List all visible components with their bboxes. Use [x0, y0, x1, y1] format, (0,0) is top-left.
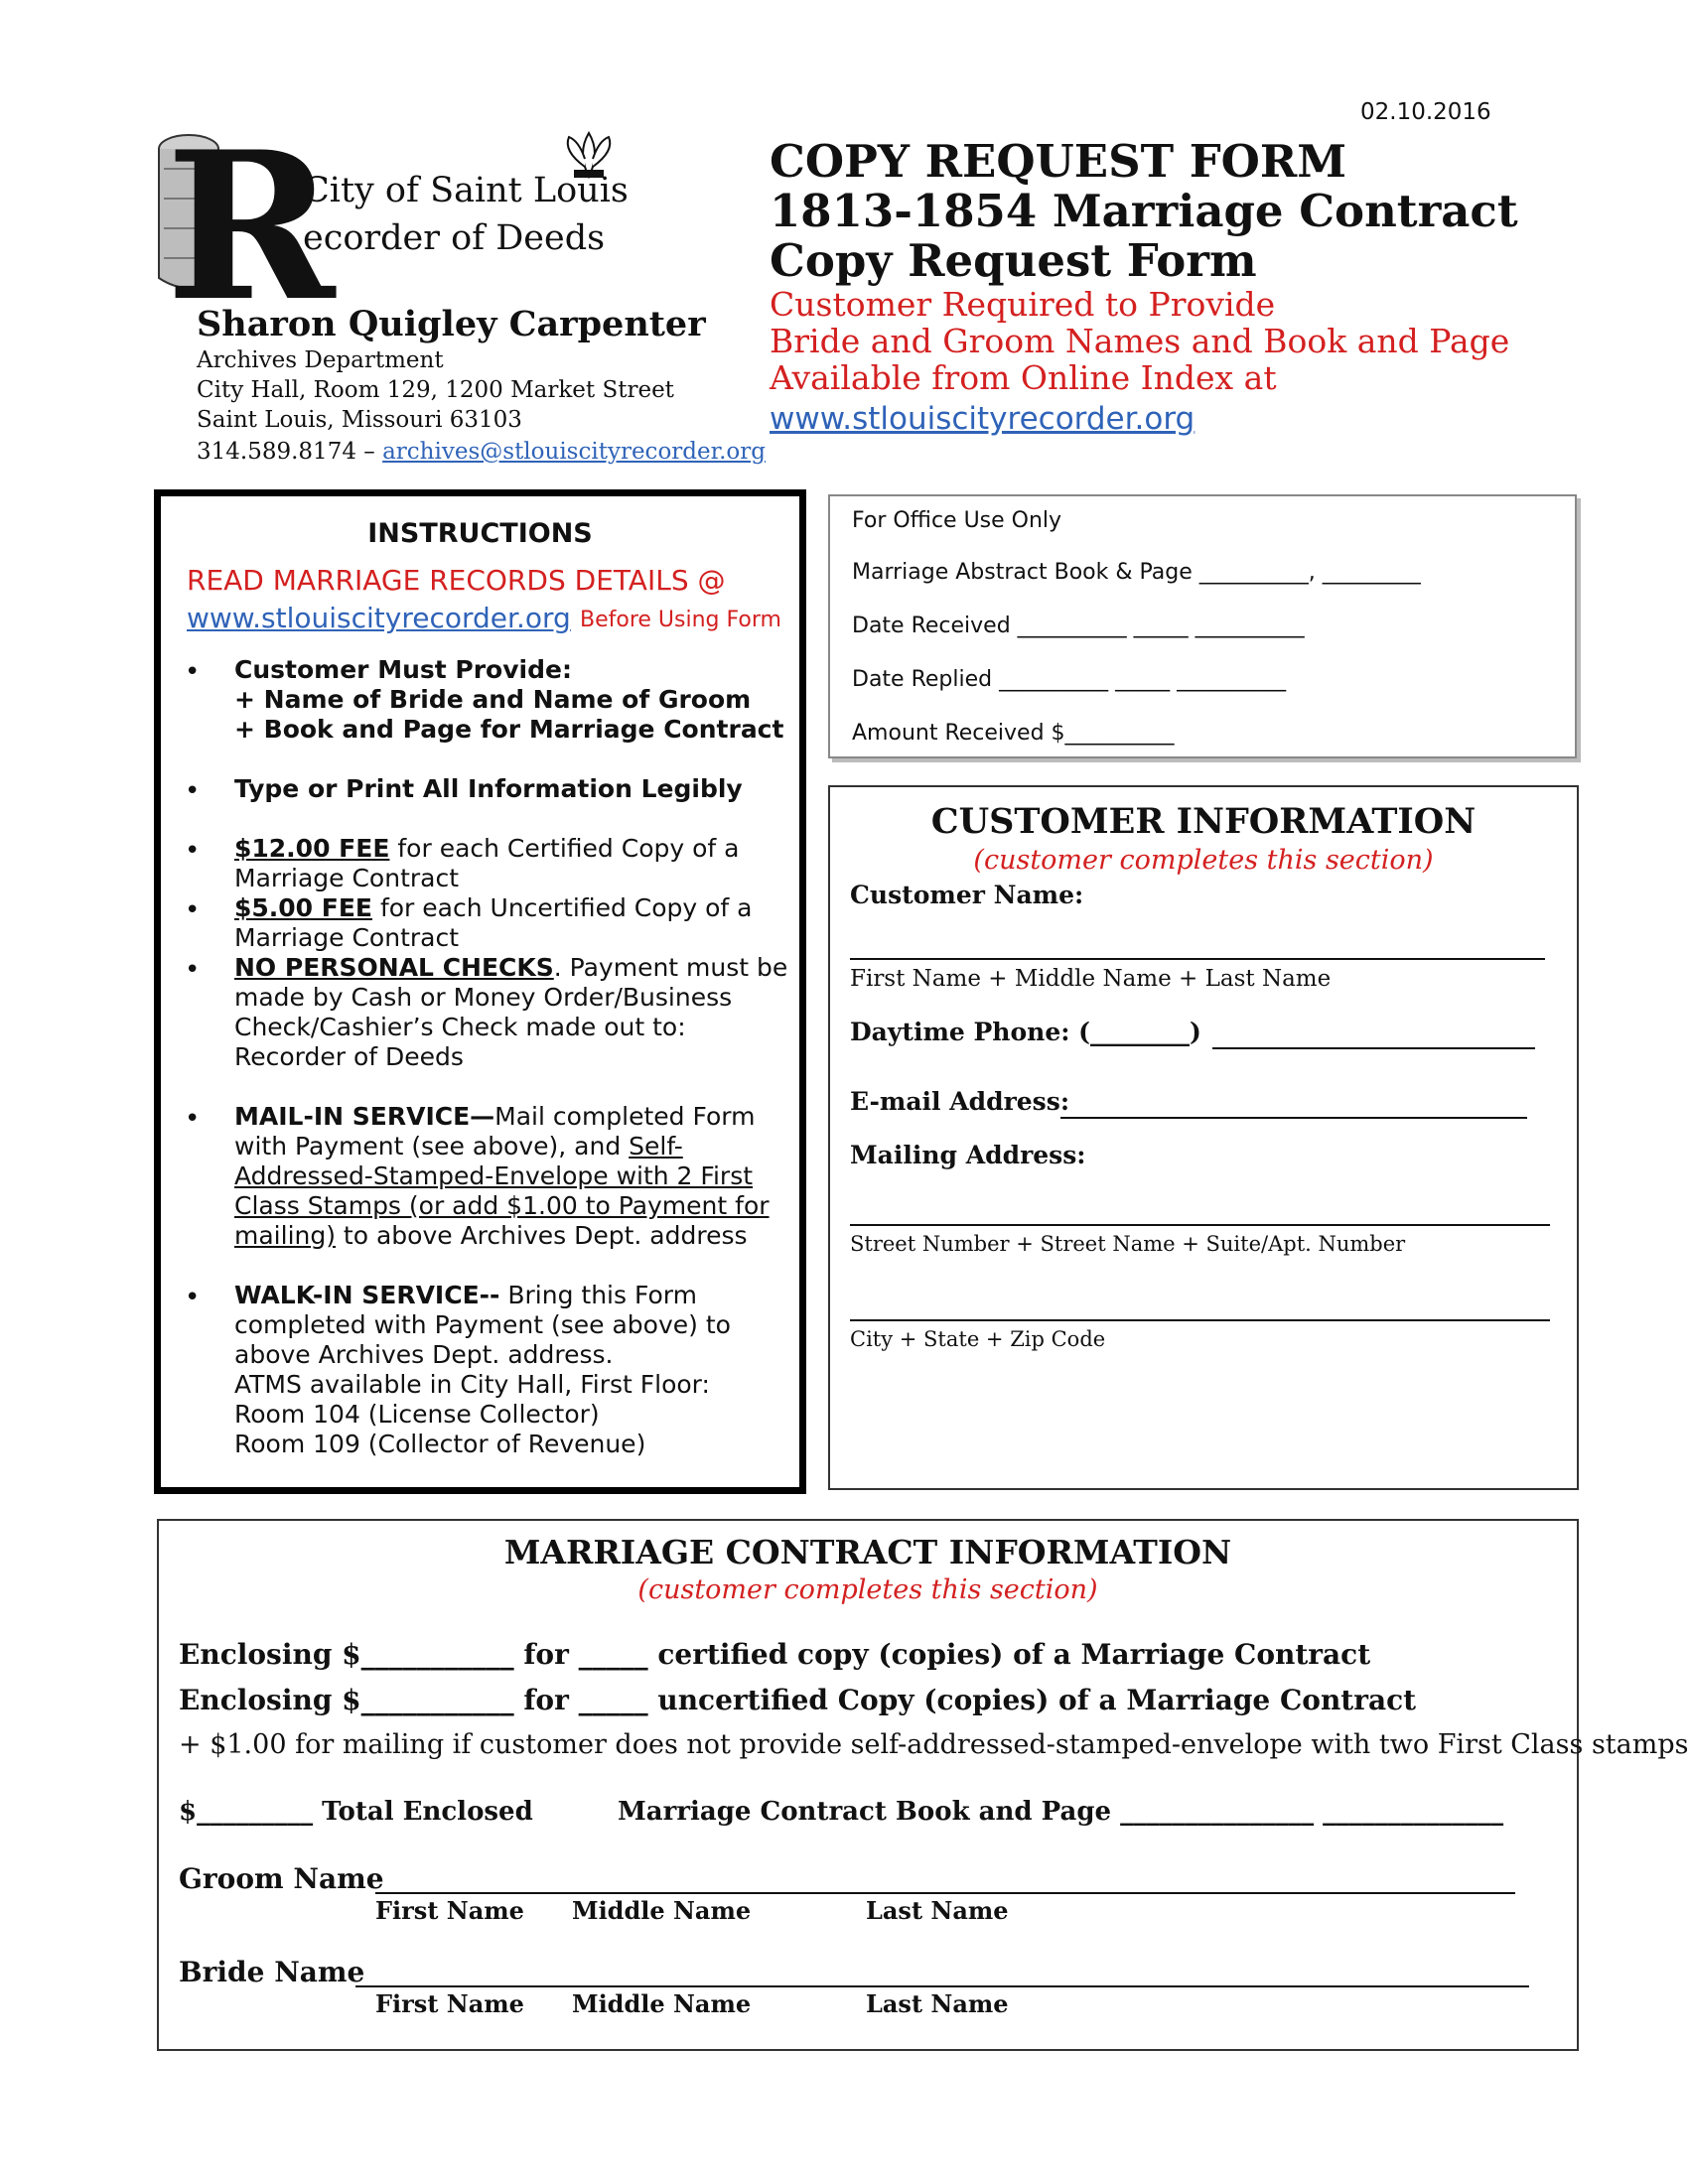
walk-in-heading: WALK-IN SERVICE-- — [234, 1281, 500, 1309]
office-use-box — [828, 494, 1577, 758]
uncertified-fee-text: for each Uncertified Copy of a Marriage Contract — [234, 893, 753, 952]
mail-in-heading: MAIL-IN SERVICE— — [234, 1102, 495, 1131]
instruction-provide — [234, 655, 790, 745]
marriage-contract-heading: MARRIAGE CONTRACT INFORMATION — [503, 1533, 1232, 1571]
bride-name-label: Bride Name — [179, 1956, 365, 1988]
atm-text: ATMS available in City Hall, First Floor: — [234, 1370, 710, 1399]
city-state-zip-help: City + State + Zip Code — [850, 1327, 1106, 1351]
form-date: 02.10.2016 — [1360, 99, 1491, 125]
customer-info-heading: CUSTOMER INFORMATION — [930, 801, 1477, 842]
before-using-text: Before Using Form — [580, 608, 781, 632]
certified-fee: $12.00 FEE — [234, 834, 390, 863]
groom-name-label: Groom Name — [179, 1862, 384, 1895]
phone-number: 314.589.8174 – — [197, 439, 375, 465]
bullet-icon: • — [185, 776, 201, 806]
bride-first-name-label: First Name — [375, 1989, 524, 2018]
uncertified-fee: $5.00 FEE — [234, 893, 373, 922]
bride-middle-name-label: Middle Name — [572, 1989, 752, 2018]
provide-heading: Customer Must Provide: — [234, 655, 572, 684]
date-replied-field: Date Replied __________ _____ __________ — [852, 667, 1287, 692]
bullet-icon: • — [185, 1104, 201, 1134]
requirement-line3: Available from Online Index at — [770, 358, 1277, 397]
form-title: COPY REQUEST FORM — [770, 135, 1347, 188]
instruction-uncertified-fee — [234, 893, 790, 953]
walk-in-text: Bring this Form completed with Payment (see above) to above Archives Dept. address. — [234, 1281, 731, 1369]
bullet-icon: • — [185, 1283, 201, 1312]
address-line2: Saint Louis, Missouri 63103 — [197, 407, 522, 433]
mail-in-text: Mail completed Form with Payment (see above), and — [234, 1102, 756, 1160]
date-received-field: Date Received __________ _____ __________ — [852, 614, 1305, 638]
instruction-no-checks — [234, 953, 790, 1072]
customer-name-field[interactable] — [850, 958, 1545, 960]
bullet-icon: • — [185, 657, 201, 687]
enclosing-certified-field[interactable]: Enclosing $___________ for _____ certified copy (copies) of a Marriage Contract — [179, 1638, 1371, 1671]
mailing-address-label: Mailing Address: — [850, 1141, 1086, 1169]
groom-first-name-label: First Name — [375, 1896, 524, 1925]
no-checks-text: . Payment must be made by Cash or Money Order/Business Check/Cashier’s Check made out to: Recorder of Deeds — [234, 953, 788, 1071]
bullet-icon: • — [185, 836, 201, 866]
bullet-icon: • — [185, 895, 201, 925]
email-link[interactable]: archives@stlouiscityrecorder.org — [382, 439, 766, 465]
instruction-certified-fee — [234, 834, 790, 893]
bullet-icon: • — [185, 955, 201, 985]
bride-name-field[interactable] — [355, 1985, 1529, 1987]
groom-middle-name-label: Middle Name — [572, 1896, 752, 1925]
mail-in-sase: Self-Addressed-Stamped-Envelope with 2 First Class Stamps (or add $1.00 to Payment for mailing) — [234, 1132, 770, 1250]
instructions-link[interactable]: www.stlouiscityrecorder.org — [187, 602, 571, 634]
bride-last-name-label: Last Name — [866, 1989, 1009, 2018]
enclosing-uncertified-field[interactable]: Enclosing $___________ for _____ uncertified Copy (copies) of a Marriage Contract — [179, 1684, 1417, 1716]
mail-in-end: to above Archives Dept. address — [335, 1221, 748, 1250]
certified-fee-text: for each Certified Copy of a Marriage Contract — [234, 834, 740, 892]
contact-line — [197, 439, 766, 465]
atm-room-104: Room 104 (License Collector) — [234, 1400, 600, 1429]
street-address-field[interactable] — [850, 1224, 1550, 1226]
office-use-heading: For Office Use Only — [852, 508, 1062, 533]
svg-text:R: R — [166, 129, 336, 308]
city-state-zip-field[interactable] — [850, 1319, 1550, 1321]
instructions-heading: INSTRUCTIONS — [367, 518, 593, 549]
book-page-field[interactable]: Marriage Contract Book and Page _______________ ______________ — [618, 1797, 1504, 1827]
provide-book: + Book and Page for Marriage Contract — [234, 715, 784, 744]
website-link[interactable]: www.stlouiscityrecorder.org — [770, 401, 1196, 437]
instruction-legibly — [234, 774, 790, 804]
amount-received-field: Amount Received $__________ — [852, 721, 1175, 746]
email-field[interactable] — [1060, 1117, 1527, 1119]
customer-name-label: Customer Name: — [850, 881, 1084, 909]
department: Archives Department — [197, 347, 444, 373]
abstract-book-field: Marriage Abstract Book & Page __________, _________ — [852, 560, 1421, 585]
customer-name-help: First Name + Middle Name + Last Name — [850, 966, 1332, 992]
logo-city-text: City of Saint Louis — [303, 171, 629, 210]
instruction-walk-in — [234, 1281, 790, 1459]
address-line1: City Hall, Room 129, 1200 Market Street — [197, 377, 674, 403]
customer-info-box — [828, 785, 1579, 1490]
atm-room-109: Room 109 (Collector of Revenue) — [234, 1430, 646, 1458]
groom-name-field[interactable] — [375, 1892, 1515, 1894]
mailing-fee-note: + $1.00 for mailing if customer does not provide self-addressed-stamped-envelope with two First Class stamps — [179, 1729, 1688, 1760]
marriage-contract-subheading: (customer completes this section) — [637, 1574, 1098, 1605]
read-details-text: READ MARRIAGE RECORDS DETAILS @ — [187, 564, 726, 597]
legibly-text: Type or Print All Information Legibly — [234, 774, 743, 803]
total-enclosed-field[interactable]: $_________ Total Enclosed — [179, 1797, 533, 1827]
street-address-help: Street Number + Street Name + Suite/Apt. Number — [850, 1232, 1406, 1256]
logo-recorder-text: ecorder of Deeds — [303, 218, 606, 258]
groom-last-name-label: Last Name — [866, 1896, 1009, 1925]
no-checks-heading: NO PERSONAL CHECKS — [234, 953, 554, 982]
requirement-line2: Bride and Groom Names and Book and Page — [770, 322, 1510, 360]
instructions-box — [154, 489, 806, 1494]
customer-info-subheading: (customer completes this section) — [973, 845, 1434, 876]
form-subtitle: 1813-1854 Marriage Contract — [770, 185, 1518, 237]
email-label: E-mail Address: — [850, 1087, 1070, 1116]
recorder-name: Sharon Quigley Carpenter — [197, 304, 706, 344]
daytime-phone-label: Daytime Phone: (________) — [850, 1018, 1201, 1046]
provide-names: + Name of Bride and Name of Groom — [234, 685, 752, 714]
marriage-contract-box — [157, 1519, 1688, 2051]
instruction-mail-in — [234, 1102, 790, 1251]
form-subtitle-2: Copy Request Form — [770, 234, 1257, 287]
requirement-line1: Customer Required to Provide — [770, 285, 1276, 324]
daytime-phone-field[interactable] — [1212, 1047, 1535, 1049]
